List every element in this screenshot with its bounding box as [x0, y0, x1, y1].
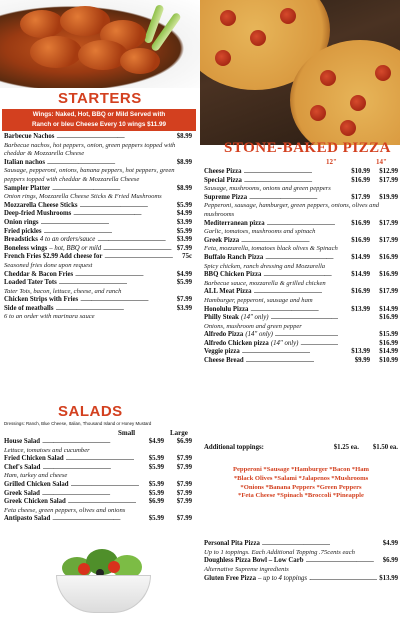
- item-price-14: $16.99: [379, 339, 398, 347]
- leader-dots: [42, 490, 147, 499]
- item-price-large: $7.99: [176, 498, 192, 506]
- item-price-large: $7.99: [176, 480, 192, 488]
- item-note: (14" only): [270, 339, 299, 347]
- item-note: (14" only): [245, 331, 273, 339]
- pepperoni: [340, 120, 356, 136]
- menu-item-row: [4, 185, 192, 194]
- leader-dots: [275, 331, 338, 340]
- item-price: $5.99: [176, 227, 192, 235]
- item-description: Ham, turkey and cheese: [4, 472, 68, 480]
- wing: [120, 48, 160, 74]
- toppings-price-14: $1.50 ea.: [372, 444, 398, 451]
- pizza-photo: [200, 0, 400, 145]
- item-price-14: $10.99: [379, 357, 398, 365]
- leader-dots: [66, 455, 147, 464]
- extra-row: [204, 540, 398, 549]
- item-name: Buffalo Ranch Pizza: [204, 253, 264, 261]
- item-name: Grilled Chicken Salad: [4, 480, 69, 488]
- item-note: – hot, BBQ or mild: [49, 244, 102, 252]
- leader-dots: [47, 159, 175, 168]
- leader-dots: [44, 228, 175, 237]
- salad-row: [4, 498, 192, 507]
- item-price: 75c: [182, 253, 192, 261]
- leader-dots: [242, 348, 338, 357]
- leader-dots: [306, 557, 381, 566]
- toppings-list: [206, 466, 396, 501]
- toppings-label: Additional toppings:: [204, 444, 264, 451]
- pizza-title: STONE-BAKED PIZZA: [224, 140, 392, 156]
- pizza-row: [204, 314, 398, 323]
- item-name: Barbecue Nachos: [4, 133, 55, 140]
- item-price: $4.99: [176, 270, 192, 278]
- item-name: French Fries $2.99 Add cheese for: [4, 253, 103, 261]
- leader-dots: [246, 357, 338, 366]
- item-price-12: $16.99: [351, 236, 370, 244]
- wing: [30, 36, 82, 68]
- pizza-row: [204, 194, 398, 203]
- pepperoni: [250, 30, 266, 46]
- item-price: $8.99: [176, 133, 192, 140]
- pepperoni: [375, 65, 391, 81]
- item-description: Alternative Supreme ingredients: [204, 566, 289, 574]
- item-name: Philly Steak: [204, 314, 239, 322]
- size-14-label: 14": [376, 158, 387, 166]
- item-name: Greek Pizza: [204, 236, 240, 244]
- item-price-large: $6.99: [176, 438, 192, 445]
- item-note: – up to 4 toppings: [257, 574, 308, 582]
- item-description: Hamburger, pepperoni, sausage and ham: [204, 296, 313, 304]
- item-description: 6 to an order with marinara sauce: [4, 313, 95, 321]
- item-description: Barbecue nachos, hot peppers, onion, green peppers topped with cheddar & Mozzarella Cheese: [4, 141, 176, 158]
- pizza-row: [204, 237, 398, 246]
- item-price-14: $14.99: [379, 348, 398, 356]
- item-price-12: $16.99: [351, 219, 370, 227]
- item-price-small: $5.99: [148, 515, 164, 523]
- item-name: Antipasto Salad: [4, 515, 51, 523]
- item-name: Personal Pita Pizza: [204, 540, 260, 547]
- leader-dots: [267, 220, 338, 229]
- item-description: Tater Tots, bacon, lettuce, cheese, and ranch: [4, 287, 122, 295]
- pepperoni: [220, 10, 236, 26]
- item-name: Loaded Tater Tots: [4, 279, 57, 287]
- item-name: Special Pizza: [204, 176, 242, 184]
- wings-photo: [0, 0, 200, 88]
- menu-item-row: [4, 219, 192, 228]
- item-note: 4 to an orders/sauce: [39, 236, 96, 244]
- item-price-14: $16.99: [379, 271, 398, 279]
- extras-list: [204, 540, 398, 584]
- item-name: Supreme Pizza: [204, 193, 248, 201]
- pizza-row: [204, 340, 398, 349]
- item-description: Feta, mozzarella, tomatoes black olives & Spinach: [204, 245, 338, 253]
- item-price-12: $16.99: [351, 176, 370, 184]
- item-name: Mediterranean pizza: [204, 219, 265, 227]
- tomato: [78, 563, 90, 575]
- item-price-14: $14.99: [379, 305, 398, 313]
- item-price-12: $10.99: [351, 168, 370, 175]
- item-name: Chicken Strips with Fries: [4, 296, 79, 304]
- item-price-large: $7.99: [176, 515, 192, 523]
- leader-dots: [241, 237, 338, 246]
- salad-row: [4, 438, 192, 447]
- item-price-14: $17.99: [379, 236, 398, 244]
- item-description: Onion rings, Mozzarella Cheese Sticks & Fried Mushrooms: [4, 193, 162, 201]
- item-name: Mozzarella Cheese Sticks: [4, 201, 78, 209]
- item-price-12: $14.99: [351, 271, 370, 279]
- item-name: Honolulu Pizza: [204, 305, 249, 313]
- item-name: Sampler Platter: [4, 184, 51, 192]
- pepperoni: [350, 95, 366, 111]
- salad-photo: [48, 535, 158, 617]
- item-price: $7.99: [176, 244, 192, 252]
- leader-dots: [55, 305, 174, 314]
- item-name: Italian nachos: [4, 158, 45, 166]
- item-price-small: $5.99: [148, 480, 164, 488]
- pepperoni: [320, 70, 336, 86]
- item-price-small: $6.99: [148, 498, 164, 506]
- leader-dots: [41, 219, 175, 228]
- leader-dots: [73, 210, 174, 219]
- menu-item-row: [4, 296, 192, 305]
- leader-dots: [263, 271, 338, 280]
- item-name: House Salad: [4, 438, 41, 445]
- salad-row: [4, 464, 192, 473]
- item-price: $4.99: [382, 540, 398, 547]
- pepperoni: [280, 8, 296, 24]
- item-price: $3.99: [176, 236, 192, 244]
- menu-item-row: [4, 228, 192, 237]
- salad-row: [4, 455, 192, 464]
- item-name: ALL Meat Pizza: [204, 288, 252, 296]
- leader-dots: [42, 438, 147, 447]
- toppings-line: *Black Olives *Salami *Jalapenos *Mushrooms: [233, 474, 369, 482]
- item-name: Cheddar & Bacon Fries: [4, 270, 74, 278]
- item-price-small: $4.99: [148, 438, 164, 445]
- salad-small-label: Small: [118, 429, 136, 437]
- pizza-row: [204, 357, 398, 366]
- item-description: Sausage, mushrooms, onions and green peppers: [204, 185, 331, 193]
- item-description: Onions, mushroom and green pepper: [204, 322, 302, 330]
- item-price-12: $13.99: [351, 348, 370, 356]
- item-name: Side of meatballs: [4, 304, 54, 312]
- leader-dots: [271, 314, 338, 323]
- wings-banner: [2, 109, 196, 131]
- item-name: Fried Chicken Salad: [4, 455, 64, 463]
- salads-list: [4, 438, 192, 524]
- leader-dots: [68, 498, 147, 507]
- leader-dots: [75, 271, 175, 280]
- salad-large-label: Large: [170, 429, 188, 437]
- item-price: $5.99: [176, 201, 192, 209]
- menu-item-row: [4, 210, 192, 219]
- item-name: Chef's Salad: [4, 463, 41, 471]
- item-description: Up to 1 toppings. Each Additional Topping .75cents each: [204, 548, 355, 556]
- item-price-12: $16.99: [351, 288, 370, 296]
- item-price-large: $7.99: [176, 463, 192, 471]
- wings-banner-line1: Wings: Naked, Hot, BBQ or Mild Served with: [32, 111, 166, 118]
- extra-row: [204, 575, 398, 584]
- item-description: Lettuce, tomatoes and cucumber: [4, 446, 90, 454]
- item-name: Alfredo Pizza: [204, 331, 244, 339]
- item-description: Sausage, pepperoni, onions, banana peppers, hot peppers, green peppers topped with cheddar & Mozzarella Cheese: [4, 167, 175, 183]
- item-description: Feta cheese, green peppers, olives and onions: [4, 506, 126, 514]
- pizza-row: [204, 254, 398, 263]
- leader-dots: [309, 575, 377, 584]
- menu-item-row: [4, 236, 192, 245]
- item-price-14: $12.99: [379, 168, 398, 175]
- item-price-large: $7.99: [176, 489, 192, 497]
- additional-toppings-row: [204, 444, 398, 451]
- item-name: Gluten Free Pizza: [204, 574, 256, 582]
- item-name: Veggie pizza: [204, 348, 240, 356]
- pizza-row: [204, 288, 398, 297]
- item-name: BBQ Chicken Pizza: [204, 271, 262, 279]
- leader-dots: [262, 540, 381, 549]
- item-name: Greek Chicken Salad: [4, 498, 66, 506]
- item-description: Pepperoni, sausage, hamburger, green peppers, onions, olives and mushrooms: [204, 202, 380, 218]
- item-price-14: $15.99: [379, 331, 398, 339]
- pizza-row: [204, 306, 398, 315]
- item-price-12: $9.99: [354, 357, 370, 365]
- item-name: Boneless wings: [4, 244, 48, 252]
- leader-dots: [56, 133, 174, 142]
- pizza-row: [204, 348, 398, 357]
- menu-item-row: [4, 159, 192, 168]
- toppings-line: *Feta Cheese *Spinach *Broccoli *Pineapple: [238, 492, 364, 500]
- item-price: $6.99: [382, 557, 398, 565]
- item-price: $5.99: [176, 279, 192, 287]
- item-price: $7.99: [176, 296, 192, 304]
- pizza-row: [204, 220, 398, 229]
- leader-dots: [254, 288, 338, 297]
- wing: [20, 10, 64, 38]
- tomato: [108, 561, 120, 573]
- starters-list: [4, 133, 192, 322]
- item-price-small: $5.99: [148, 463, 164, 471]
- item-price-small: $5.99: [148, 455, 164, 463]
- leader-dots: [265, 254, 338, 263]
- item-name: Cheese Bread: [204, 357, 244, 365]
- item-price-12: $17.99: [351, 193, 370, 201]
- toppings-line: Pepperoni *Sausage *Hamburger *Bacon *Ham: [232, 466, 370, 473]
- leader-dots: [244, 168, 338, 177]
- salad-row: [4, 490, 192, 499]
- item-price-large: $7.99: [176, 455, 192, 463]
- item-price-14: $17.99: [379, 219, 398, 227]
- item-description: Seasoned fries done upon request: [4, 261, 93, 269]
- wings-banner-line2: Ranch or bleu Cheese Every 10 wings $11.99: [31, 121, 167, 128]
- leader-dots: [52, 515, 146, 524]
- menu-item-row: [4, 202, 192, 211]
- pepperoni: [215, 50, 231, 66]
- starters-title: STARTERS: [58, 90, 142, 107]
- extra-row: [204, 557, 398, 566]
- pizza-list: [204, 168, 398, 366]
- item-name: Deep-fried Mushrooms: [4, 210, 72, 218]
- item-price-small: $5.99: [148, 489, 164, 497]
- menu-item-row: [4, 253, 192, 262]
- item-price: $8.99: [176, 184, 192, 192]
- salad-row: [4, 481, 192, 490]
- leader-dots: [80, 296, 175, 305]
- item-note: (14" only): [240, 314, 269, 322]
- salads-title: SALADS: [58, 403, 123, 420]
- menu-item-row: [4, 133, 192, 142]
- leader-dots: [97, 236, 174, 245]
- leader-dots: [52, 185, 175, 194]
- pepperoni: [310, 105, 326, 121]
- pizza-row: [204, 177, 398, 186]
- item-name: Onion rings: [4, 218, 39, 226]
- salad-dressings: Dressings: Ranch, Blue Cheese, Italian, Thousand Island or Honey Mustard: [4, 421, 152, 426]
- pizza-row: [204, 168, 398, 177]
- menu-item-row: [4, 305, 192, 314]
- leader-dots: [300, 340, 338, 349]
- leader-dots: [250, 306, 338, 315]
- item-description: Spicy chicken, ranch dressing and Mozzarella: [204, 262, 326, 270]
- item-name: Cheese Pizza: [204, 168, 242, 175]
- toppings-price-12: $1.25 ea.: [333, 444, 359, 451]
- pizza-row: [204, 331, 398, 340]
- leader-dots: [104, 253, 180, 262]
- size-12-label: 12": [326, 158, 337, 166]
- item-price-14: $16.99: [379, 314, 398, 322]
- item-price-14: $16.99: [379, 253, 398, 261]
- item-name: Doughless Pizza Bowl – Low Carb: [204, 557, 304, 565]
- item-name: Fried pickles: [4, 227, 42, 235]
- item-price: $3.99: [176, 304, 192, 312]
- item-price-12: $13.99: [351, 305, 370, 313]
- leader-dots: [42, 464, 146, 473]
- item-price: $8.99: [176, 158, 192, 166]
- item-name: Alfredo Chicken pizza: [204, 339, 269, 347]
- item-name: Breadsticks: [4, 236, 38, 244]
- salad-row: [4, 515, 192, 524]
- item-description: Barbecue sauce, mozzarella & grilled chicken: [204, 279, 326, 287]
- menu-item-row: [4, 271, 192, 280]
- leader-dots: [59, 279, 175, 288]
- item-price-14: $19.99: [379, 193, 398, 201]
- toppings-line: *Onions *Banana Peppers *Green Peppers: [240, 483, 362, 491]
- leader-dots: [249, 194, 338, 203]
- salad-bowl: [56, 575, 151, 613]
- leader-dots: [103, 245, 175, 254]
- leader-dots: [80, 202, 175, 211]
- item-price: $4.99: [176, 210, 192, 218]
- item-price: $3.99: [176, 218, 192, 226]
- leader-dots: [71, 481, 147, 490]
- item-price: $13.99: [379, 574, 398, 582]
- item-price-12: $14.99: [351, 253, 370, 261]
- item-price-14: $17.99: [379, 288, 398, 296]
- item-price-14: $17.99: [379, 176, 398, 184]
- item-name: Greek Salad: [4, 489, 40, 497]
- menu-item-row: [4, 279, 192, 288]
- menu-item-row: [4, 245, 192, 254]
- leader-dots: [244, 177, 338, 186]
- item-description: Garlic, tomatoes, mushrooms and spinach: [204, 228, 316, 236]
- pizza-row: [204, 271, 398, 280]
